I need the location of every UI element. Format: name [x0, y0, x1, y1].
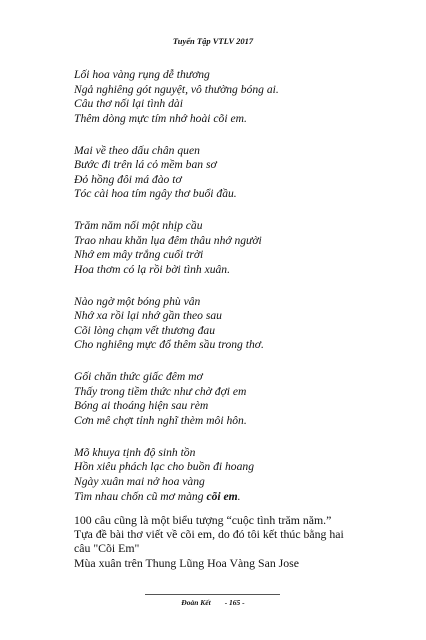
poem-line: Câu thơ nối lại tình dài [74, 97, 183, 111]
stanza [74, 219, 404, 277]
note-line: câu "Cõi Em" [74, 541, 140, 556]
stanza [74, 295, 404, 353]
running-header: Tuyển Tập VTLV 2017 [172, 36, 254, 46]
note-line: Tựa đề bài thơ viết về cõi em, do đó tôi kết thúc bằng hai [74, 527, 344, 542]
poem-line: Mai về theo dấu chân quen [74, 143, 200, 157]
page-number: - 165 - [224, 598, 245, 607]
author-note [74, 513, 404, 570]
footer-divider [145, 594, 280, 595]
poem-line: Cõi lòng chạm vết thương đau [74, 323, 215, 337]
poem-line: Ngày xuân mai nở hoa vàng [74, 475, 205, 488]
stanza [74, 144, 404, 202]
poem-line: Nhớ xa rồi lại nhớ gần theo sau [74, 309, 222, 323]
note-line: Mùa xuân trên Thung Lũng Hoa Vàng San Jose [74, 555, 299, 570]
final-line-punctuation: . [237, 489, 241, 503]
poem-line: Thấy trong tiềm thức như chờ đợi em [74, 384, 247, 398]
final-line-text: Tìm nhau chốn cũ mơ màng [74, 489, 207, 503]
footer-author: Đoàn Kết [181, 598, 211, 607]
poem-line: Hoa thơm có lạ rồi bời tình xuân. [74, 262, 231, 276]
stanza [74, 370, 404, 428]
poem-line: Trăm năm nối một nhịp cầu [74, 219, 203, 233]
poem-line: Lối hoa vàng rụng dễ thương [74, 68, 210, 81]
poem-line: Tóc cài hoa tím ngây thơ buổi đầu. [74, 187, 237, 201]
poem-line: Cơn mê chợt tỉnh nghĩ thèm môi hôn. [74, 414, 247, 428]
poem-line: Hồn xiêu phách lạc cho buồn đi hoang [74, 460, 254, 474]
poem-line: Nhớ em mây trắng cuối trời [74, 248, 204, 262]
stanza [74, 446, 404, 504]
poem-line: Ngả nghiêng gót nguyệt, vô thường bóng ai. [74, 82, 279, 96]
poem-line: Bóng ai thoáng hiện sau rèm [74, 399, 209, 413]
poem-line: Nào ngờ một bóng phù vân [74, 294, 201, 308]
poem-line: Đỏ hồng đôi má đào tơ [74, 172, 182, 186]
poem-line: Mõ khuya tịnh độ sinh tồn [74, 445, 196, 459]
emphasized-title-text: cõi em [206, 489, 238, 503]
page-footer [0, 598, 426, 607]
note-line: 100 câu cũng là một biểu tượng “cuộc tình trăm năm.” [74, 513, 332, 527]
poem-line: Thêm dòng mực tím nhớ hoài cõi em. [74, 111, 247, 125]
stanza [74, 68, 404, 126]
poem-line-final [74, 490, 404, 505]
poem-line: Trao nhau khăn lụa đêm thâu nhớ người [74, 233, 262, 247]
poem [74, 68, 404, 521]
poem-line: Cho nghiêng mực đổ thêm sầu trong thơ. [74, 338, 264, 352]
poem-line: Bước đi trên lá cỏ mềm ban sơ [74, 158, 217, 172]
poem-line: Gối chăn thức giấc đêm mơ [74, 370, 203, 384]
